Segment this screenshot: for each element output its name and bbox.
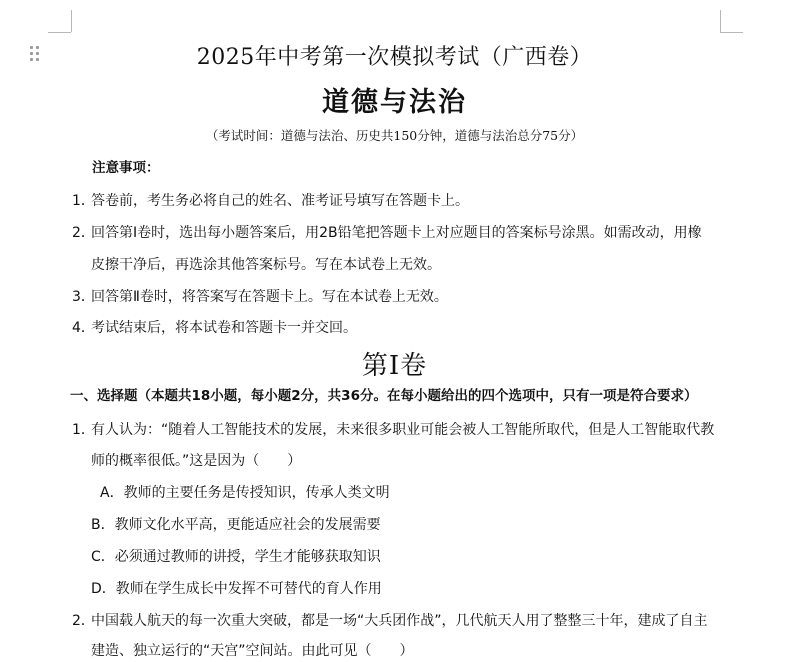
- exam-info: （考试时间：道德与法治、历史共150分钟，道德与法治总分75分）: [205, 128, 584, 143]
- question-item: [72, 610, 708, 630]
- section-heading: 一、选择题（本题共18小题，每小题2分，共36分。在每小题给出的四个选项中，只有一项是符合要求）: [70, 388, 698, 404]
- volume-title: 第Ⅰ卷: [361, 351, 428, 381]
- note-text: 答卷前，考生务必将自己的姓名、准考证号填写在答题卡上。: [91, 193, 469, 209]
- question-number: 2．: [72, 613, 95, 629]
- option-d: D．教师在学生成长中发挥不可替代的育人作用: [91, 581, 382, 597]
- subject-title: 道德与法治: [322, 87, 467, 118]
- note-text: 回答第Ⅰ卷时，选出每小题答案后，用2B铅笔把答题卡上对应题目的答案标号涂黑。如需改动，用橡: [91, 225, 702, 241]
- notes-heading: 注意事项：: [92, 160, 160, 176]
- question-text-continuation: 师的概率很低。”这是因为（ ）: [91, 453, 302, 469]
- crop-mark-top-right: [720, 10, 721, 32]
- crop-mark-top-right: [720, 32, 743, 33]
- note-number: 1．: [72, 193, 95, 209]
- question-text-continuation: 建造、独立运行的“天宫”空间站。由此可见（ ）: [91, 643, 414, 659]
- note-item: [72, 190, 469, 210]
- note-text-continuation: 皮擦干净后，再选涂其他答案标号。写在本试卷上无效。: [91, 257, 441, 273]
- question-item: [72, 419, 714, 439]
- note-text: 考试结束后，将本试卷和答题卡一并交回。: [91, 320, 357, 336]
- note-item: [72, 222, 702, 242]
- note-number: 3．: [72, 289, 95, 305]
- note-item: [72, 286, 448, 306]
- note-item: [72, 317, 357, 337]
- crop-mark-top-left: [71, 10, 72, 32]
- option-a: A．教师的主要任务是传授知识，传承人类文明: [100, 485, 390, 501]
- note-text: 回答第Ⅱ卷时，将答案写在答题卡上。写在本试卷上无效。: [91, 289, 448, 305]
- note-number: 4．: [72, 320, 95, 336]
- note-number: 2．: [72, 225, 95, 241]
- exam-title: 2025年中考第一次模拟考试（广西卷）: [196, 45, 593, 70]
- option-c: C．必须通过教师的讲授，学生才能够获取知识: [91, 549, 381, 565]
- question-text: 中国载人航天的每一次重大突破，都是一场“大兵团作战”，几代航天人用了整整三十年，建成了自主: [91, 613, 708, 629]
- option-b: B．教师文化水平高，更能适应社会的发展需要: [91, 517, 381, 533]
- question-number: 1．: [72, 422, 95, 438]
- question-text: 有人认为：“随着人工智能技术的发展，未来很多职业可能会被人工智能所取代，但是人工智能取代教: [91, 422, 715, 438]
- crop-mark-top-left: [48, 32, 71, 33]
